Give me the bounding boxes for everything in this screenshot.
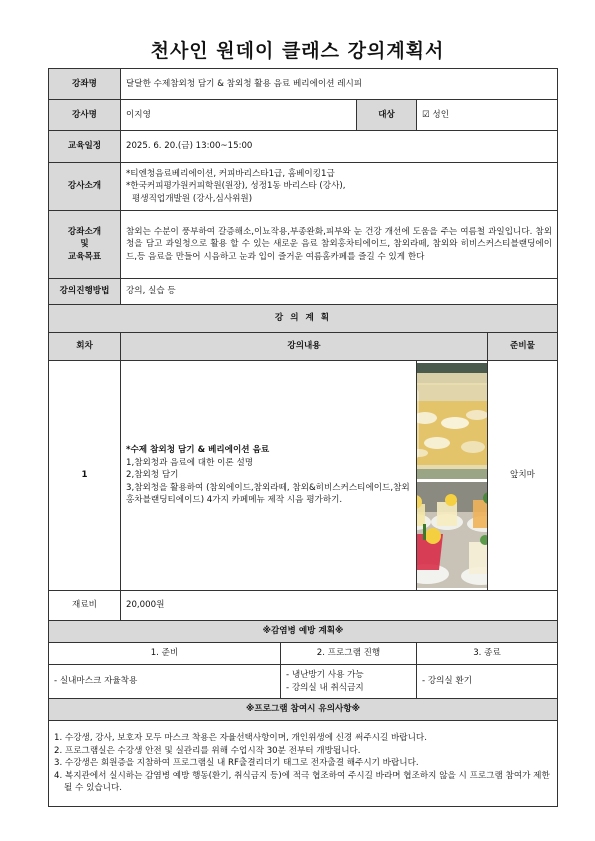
plan-header: 강 의 계 획 [49, 305, 558, 333]
intro-line: 평생직업개발원 (강사,심사위원) [132, 193, 253, 204]
plan-content-line: 3,참외청을 활용하여 (참외에이드,참외라떼, 참외&히비스커스티에이드,참외홍차블랜딩티에이드) 4가지 카페메뉴 제작 시음 평가하기. [126, 482, 410, 506]
lecture-plan-table [48, 68, 558, 807]
prevention-detail-line: - 실내마스크 자율착용 [54, 676, 138, 687]
prevention-header: ※감염병 예방 계획※ [49, 621, 558, 643]
plan-photos [417, 361, 488, 591]
row-schedule [49, 131, 558, 163]
prevention-detail-3 [417, 665, 558, 699]
row-method [49, 279, 558, 305]
intro-value [121, 163, 558, 211]
prevention-detail-line: - 강의실 내 취식금지 [286, 682, 364, 693]
plan-round: 1 [49, 361, 121, 591]
row-fee [49, 591, 558, 621]
course-label: 강좌명 [49, 69, 121, 100]
goal-label-line: 및 [80, 239, 89, 250]
method-value: 강의, 실습 등 [121, 279, 558, 305]
schedule-value: 2025. 6. 20.(금) 13:00~15:00 [121, 131, 558, 163]
notes-header: ※프로그램 참여시 유의사항※ [49, 699, 558, 721]
fee-value: 20,000원 [121, 591, 558, 621]
instructor-label: 강사명 [49, 100, 121, 131]
prevention-detail-1 [49, 665, 281, 699]
row-notes [49, 721, 558, 807]
note-item: 4. 복지관에서 실시하는 감염병 예방 행동(환기, 취식금지 등)에 적극 협조하여 주시길 바라며 협조하지 않을 시 프로그램 참여가 제한될 수 있습니다. [54, 770, 550, 794]
row-plan-content [49, 361, 558, 591]
page-title: 천사인 원데이 클래스 강의계획서 [150, 40, 445, 62]
target-label: 대상 [357, 100, 417, 131]
instructor-value: 이지영 [121, 100, 357, 131]
goal-label-line: 교육목표 [67, 251, 102, 262]
intro-label: 강사소개 [49, 163, 121, 211]
intro-line: *티엔청음료베리에이션, 커피바리스타1급, 홈베이킹1급 [126, 168, 335, 179]
fee-label: 재료비 [49, 591, 121, 621]
prevention-step-3: 3. 종료 [417, 643, 558, 665]
row-notes-header [49, 699, 558, 721]
course-value: 달달한 수제참외청 담기 & 참외청 활용 음료 베리에이션 레시피 [121, 69, 558, 100]
notes-list [49, 721, 558, 807]
goal-label-line: 강좌소개 [67, 226, 102, 237]
row-course [49, 69, 558, 100]
plan-col-content: 강의내용 [121, 333, 488, 361]
plan-content [121, 361, 417, 591]
plan-content-line: 1,참외청과 음료에 대한 이론 설명 [126, 457, 254, 468]
note-item: 1. 수강생, 강사, 보호자 모두 마스크 착용은 자율선택사항이며, 개인위생에 신경 써주시길 바랍니다. [54, 733, 427, 744]
plan-content-title: *수제 참외청 담기 & 베리에이션 음료 [126, 445, 270, 456]
row-instructor [49, 100, 558, 131]
prevention-step-2: 2. 프로그램 진행 [281, 643, 417, 665]
melon-jar-photo [417, 363, 488, 479]
target-value: ☑ 성인 [417, 100, 558, 131]
row-goal [49, 211, 558, 279]
note-item: 3. 수강생은 회원증을 지참하여 프로그램실 내 RF출결리더기 태그로 전자출결 해주시기 바랍니다. [54, 758, 419, 769]
goal-label [49, 211, 121, 279]
goal-value: 참외는 수분이 풍부하여 갈증해소,이뇨작용,부종완화,피부와 눈 건강 개선에 도움을 주는 여름철 과일입니다. 참외청을 담고 과일청으로 활용 할 수 있는 새로운 음료 참외홍차티에이드, 참외라떼, 참외와 히비스커스티블랜딩에이드,등 음료을 만들어 시음하고 눈과 입이 즐거운 여름홈카페를 즐길 수 있게 한다 [121, 211, 558, 279]
row-plan-header [49, 305, 558, 333]
note-item: 2. 프로그램실은 수강생 안전 및 실관리를 위해 수업시작 30분 전부터 개방됩니다. [54, 745, 361, 756]
intro-line: *한국커피평가원커피학원(원장), 성정1동 바리스타 (강사), [126, 181, 346, 192]
row-intro [49, 163, 558, 211]
prevention-detail-line: - 냉난방기 사용 가능 [286, 670, 364, 681]
plan-col-materials: 준비물 [488, 333, 558, 361]
schedule-label: 교육일정 [49, 131, 121, 163]
row-plan-columns [49, 333, 558, 361]
prevention-detail-line: - 강의실 환기 [422, 676, 473, 687]
method-label: 강의진행방법 [49, 279, 121, 305]
row-prevention-details [49, 665, 558, 699]
prevention-detail-2 [281, 665, 417, 699]
drinks-photo [417, 482, 488, 588]
row-prevention-steps [49, 643, 558, 665]
plan-col-round: 회차 [49, 333, 121, 361]
prevention-step-1: 1. 준비 [49, 643, 281, 665]
plan-materials: 앞치마 [488, 361, 558, 591]
plan-content-line: 2,참외청 담기 [126, 470, 179, 481]
row-prevention-header [49, 621, 558, 643]
